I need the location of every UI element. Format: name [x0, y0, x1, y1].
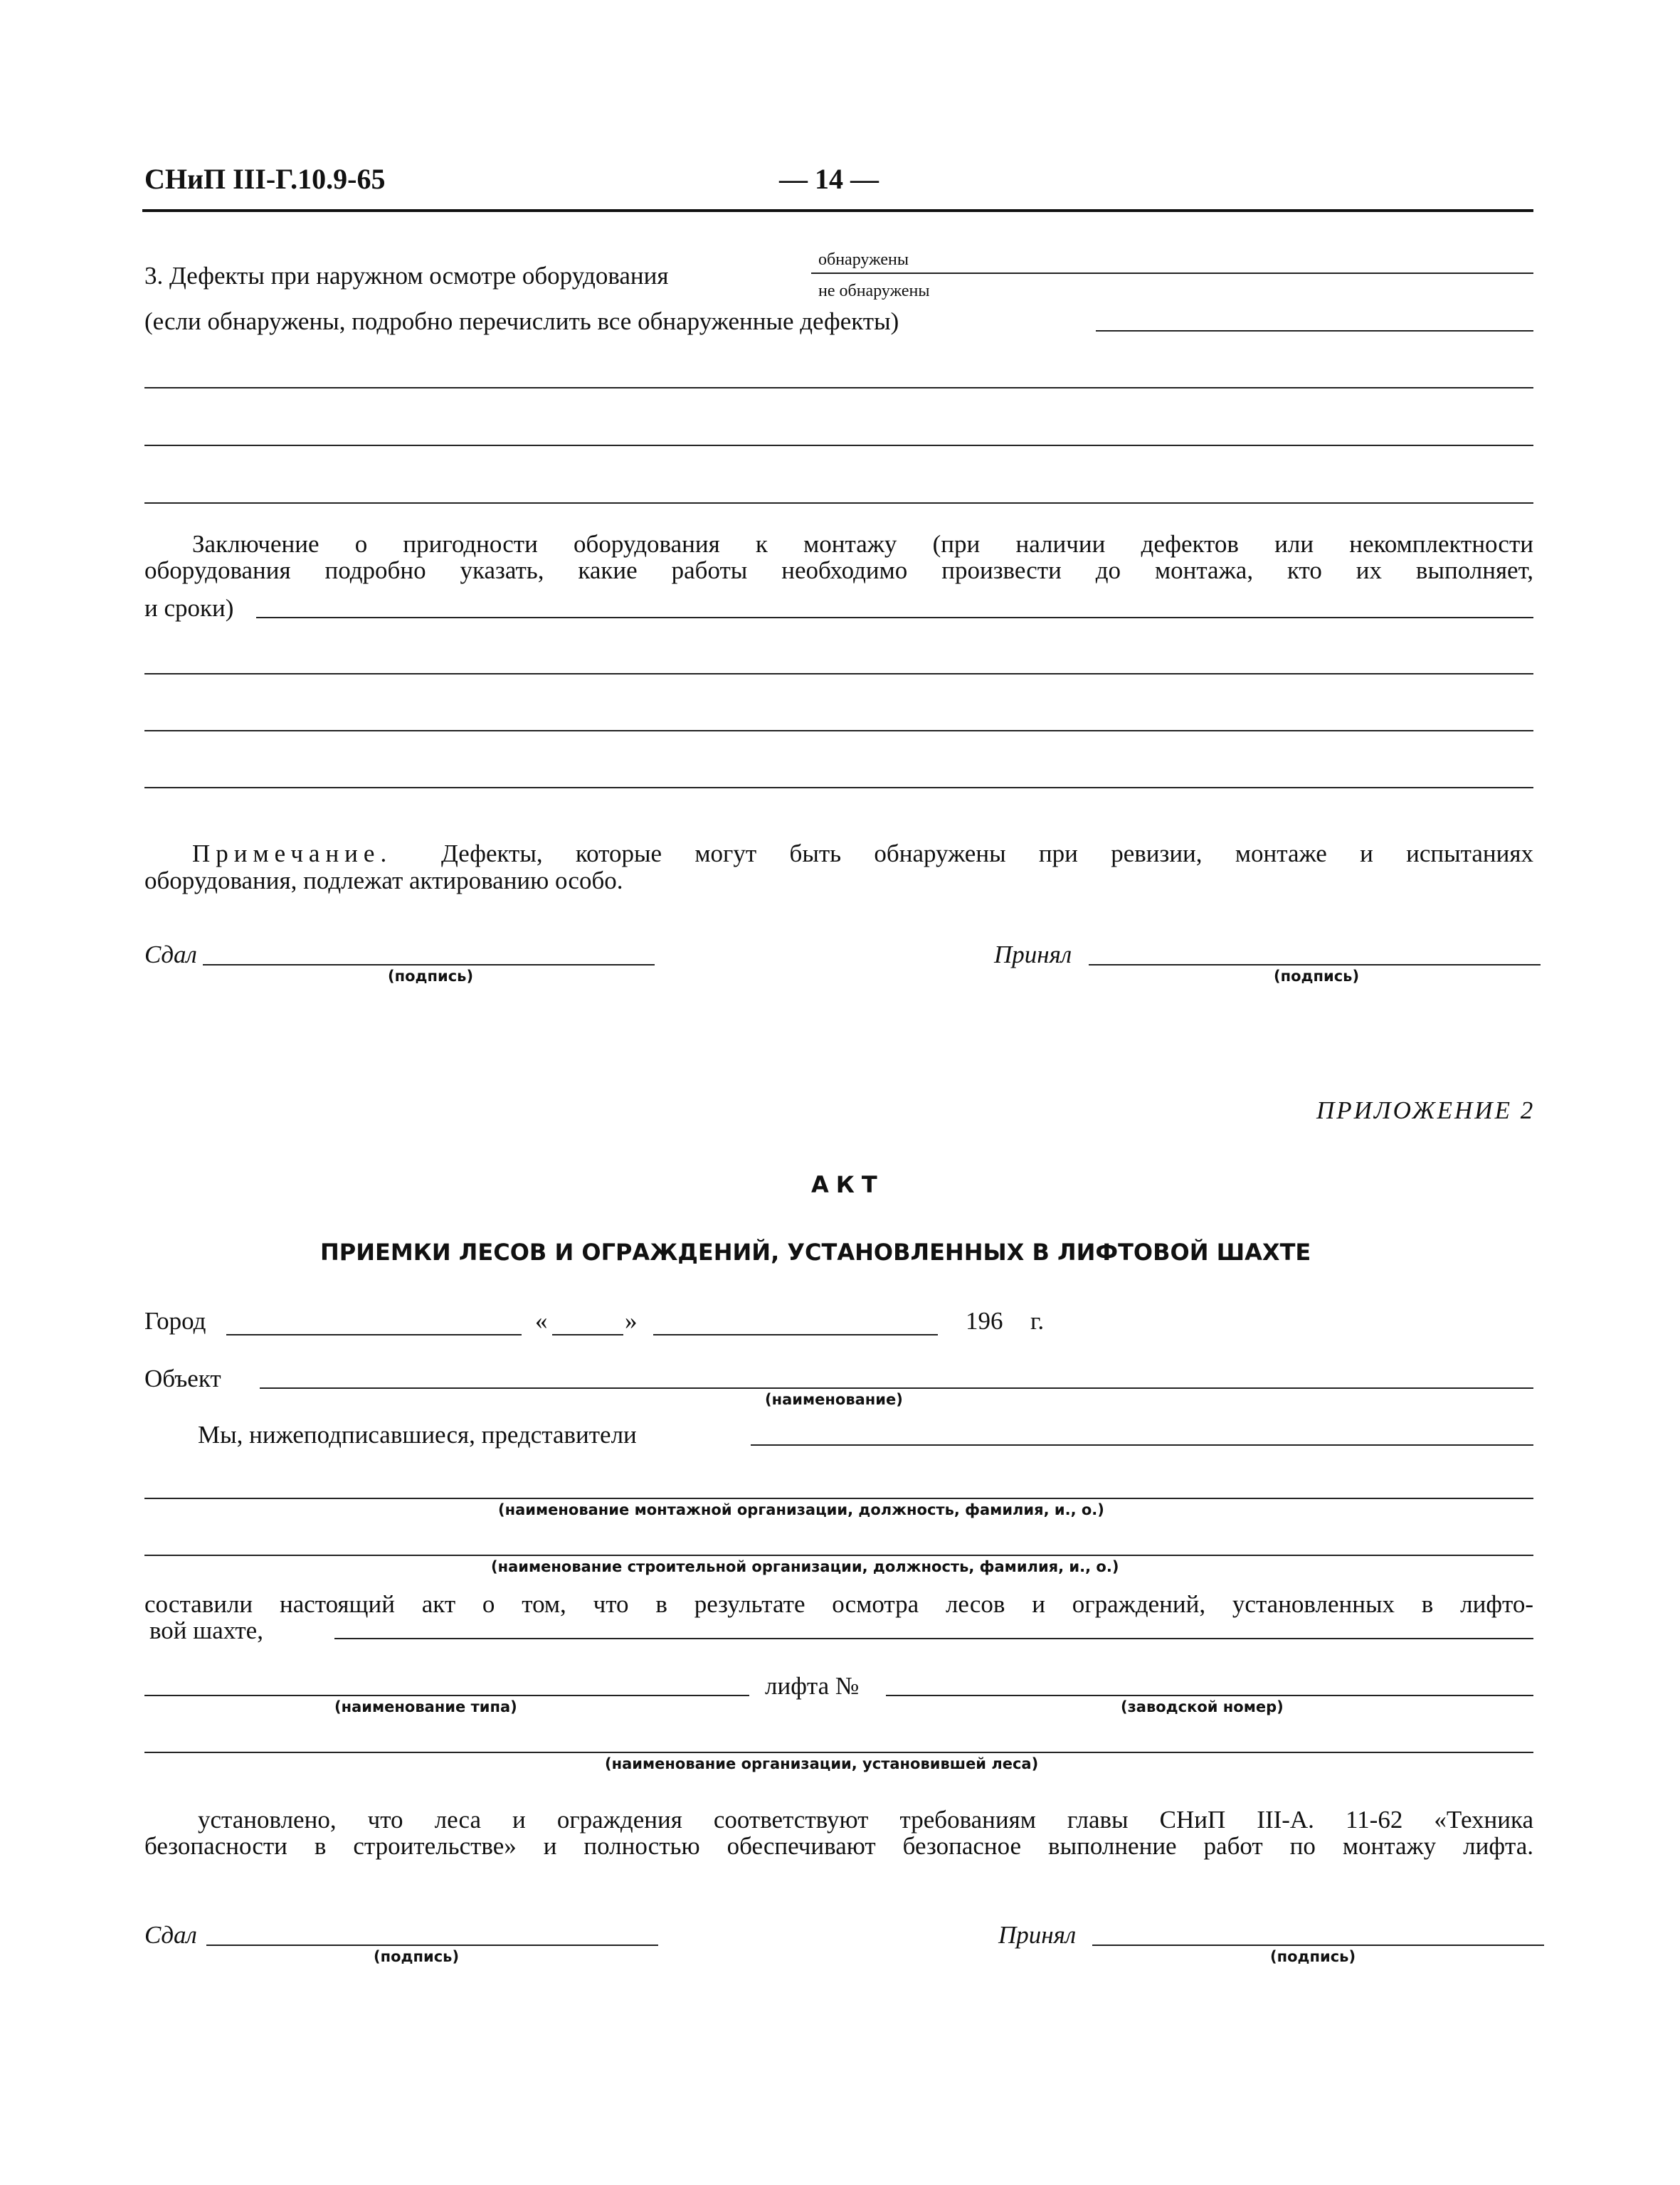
lift-type-caption: (наименование типа) [334, 1698, 517, 1715]
org1-caption: (наименование монтажной организации, должность, фамилия, и., о.) [498, 1501, 1104, 1518]
act-accepted-signature-caption: (подпись) [1270, 1948, 1356, 1965]
note-label: Примечание. [192, 840, 393, 867]
conclusion-line-c[interactable] [144, 730, 1533, 731]
installer-caption: (наименование организации, установившей леса) [605, 1755, 1039, 1772]
lift-serial-caption: (заводской номер) [1121, 1698, 1284, 1715]
year-suffix: г. [1030, 1307, 1045, 1335]
lift-type-line[interactable] [144, 1695, 749, 1696]
act-handed-over-label: Сдал [144, 1921, 197, 1949]
accepted-label: Принял [994, 941, 1072, 968]
city-label: Город [144, 1307, 206, 1335]
handed-over-signature-caption: (подпись) [388, 968, 474, 985]
appendix-label: ПРИЛОЖЕНИЕ 2 [1316, 1096, 1536, 1124]
act-handed-over-signature-caption: (подпись) [374, 1948, 460, 1965]
act-accepted-label: Принял [998, 1921, 1077, 1949]
org1-line[interactable] [144, 1498, 1533, 1499]
document-code: СНиП III-Г.10.9-65 [144, 163, 386, 195]
date-quote-close: » [625, 1307, 638, 1335]
details-line-3[interactable] [144, 445, 1533, 446]
we-label: Мы, нижеподписавшиеся, представители [198, 1421, 637, 1449]
act-title: АКТ [811, 1171, 884, 1198]
conclusion-field-line[interactable] [256, 617, 1533, 618]
act-subtitle: ПРИЕМКИ ЛЕСОВ И ОГРАЖДЕНИЙ, УСТАНОВЛЕННЫХ В ЛИФТОВОЙ ШАХТЕ [320, 1239, 1311, 1266]
date-quote-open: « [535, 1307, 548, 1335]
option-not-found: не обнаружены [818, 282, 930, 300]
org2-caption: (наименование строительной организации, должность, фамилия, и., о.) [491, 1558, 1119, 1575]
established-line-1: установлено, что леса и ограждения соответствуют требованиям главы СНиП III-А. 11-62 «Техника [198, 1806, 1533, 1834]
page-number: — 14 — [779, 163, 879, 195]
we-field-line[interactable] [751, 1444, 1533, 1446]
installer-line[interactable] [144, 1752, 1533, 1753]
object-caption: (наименование) [765, 1391, 903, 1408]
conclusion-line-2: оборудования подробно указать, какие работы необходимо произвести до монтажа, кто их выполняет, [144, 556, 1533, 584]
lift-serial-line[interactable] [886, 1695, 1533, 1696]
conclusion-line-b[interactable] [144, 673, 1533, 674]
handed-over-label: Сдал [144, 941, 197, 968]
conclusion-line-1: Заключение о пригодности оборудования к монтажу (при наличии дефектов или некомплектности [192, 530, 1533, 558]
option-found: обнаружены [818, 250, 909, 269]
object-label: Объект [144, 1365, 221, 1392]
note-line-1 [192, 840, 1533, 868]
city-field-line[interactable] [226, 1334, 522, 1335]
object-field-line[interactable] [260, 1387, 1533, 1389]
lift-number-label: лифта № [765, 1672, 860, 1700]
details-line-2[interactable] [144, 387, 1533, 388]
accepted-signature-caption: (подпись) [1274, 968, 1360, 985]
month-field-line[interactable] [653, 1334, 938, 1335]
details-line-4[interactable] [144, 502, 1533, 504]
handed-over-signature-line[interactable] [203, 964, 655, 965]
section3-label: 3. Дефекты при наружном осмотре оборудования [144, 262, 669, 290]
note-line-2: оборудования, подлежат актированию особо. [144, 867, 623, 894]
conclusion-line-d[interactable] [144, 787, 1533, 788]
options-fraction-line [811, 273, 1533, 274]
established-line-2: безопасности в строительстве» и полностью обеспечивают безопасное выполнение работ по монтажу лифта. [144, 1832, 1533, 1860]
org2-line[interactable] [144, 1555, 1533, 1556]
compiled-line-2: вой шахте, [149, 1617, 263, 1644]
compiled-field-line[interactable] [334, 1638, 1533, 1639]
conclusion-line-3: и сроки) [144, 594, 234, 622]
accepted-signature-line[interactable] [1089, 964, 1541, 965]
header-rule [142, 209, 1533, 212]
compiled-line-1: составили настоящий акт о том, что в результате осмотра лесов и ограждений, установленных в лифто- [144, 1590, 1533, 1618]
year-prefix: 196 [966, 1307, 1003, 1335]
note-text: Дефекты, которые могут быть обнаружены при ревизии, монтаже и испытаниях [441, 840, 1533, 867]
act-accepted-signature-line[interactable] [1092, 1945, 1544, 1946]
details-prompt: (если обнаружены, подробно перечислить все обнаруженные дефекты) [144, 307, 899, 335]
day-field-line[interactable] [552, 1334, 623, 1335]
act-handed-over-signature-line[interactable] [206, 1945, 658, 1946]
details-field-line[interactable] [1096, 330, 1533, 332]
